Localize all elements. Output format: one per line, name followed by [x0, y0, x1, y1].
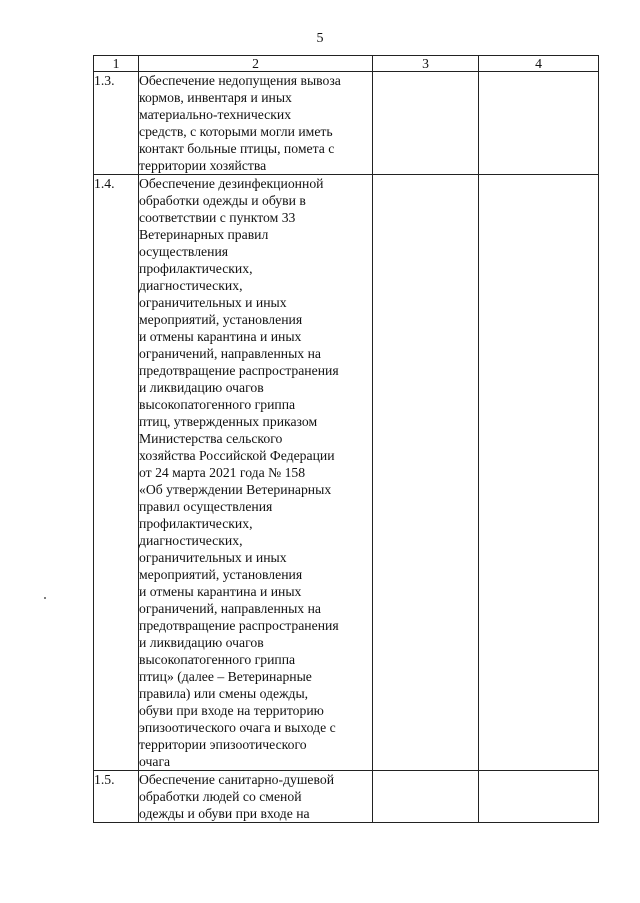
page-number: 5	[316, 31, 324, 46]
column-header-3: 3	[373, 56, 479, 72]
column-header-1: 1	[94, 56, 139, 72]
cell-column-3	[373, 771, 479, 823]
measure-description: Обеспечение дезинфекционной обработки одежды и обуви в соответствии с пунктом 33 Ветеринарных правил осуществления профилактических, диагностических, ограничительных и иных мероприятий, установления и отмены карантина и иных ограничений, направленных на предотвращение распространения и ликвидацию очагов высокопатогенного гриппа птиц, утвержденных приказом Министерства сельского хозяйства Российской Федерации от 24 марта 2021 года № 158 «Об утверждении Ветеринарных правил осуществления профилактических, диагностических, ограничительных и иных мероприятий, установления и отмены карантина и иных ограничений, направленных на предотвращение распространения и ликвидацию очагов высокопатогенного гриппа птиц» (далее – Ветеринарные правила) или смены одежды, обуви при входе на территорию эпизоотического очага и выходе с территории эпизоотического очага	[139, 175, 373, 771]
row-number: 1.5.	[94, 771, 139, 823]
row-number: 1.4.	[94, 175, 139, 771]
cell-column-4	[479, 72, 599, 175]
measure-description: Обеспечение санитарно-душевой обработки людей со сменой одежды и обуви при входе на	[139, 771, 373, 823]
row-number: 1.3.	[94, 72, 139, 175]
table-row	[94, 771, 599, 823]
measures-table	[93, 55, 599, 823]
cell-column-3	[373, 72, 479, 175]
scan-speck	[44, 597, 46, 599]
cell-column-3	[373, 175, 479, 771]
table-row	[94, 175, 599, 771]
cell-column-4	[479, 175, 599, 771]
measure-description: Обеспечение недопущения вывоза кормов, инвентаря и иных материально-технических средств, с которыми могли иметь контакт больные птицы, помета с территории хозяйства	[139, 72, 373, 175]
table-row	[94, 72, 599, 175]
cell-column-4	[479, 771, 599, 823]
column-header-4: 4	[479, 56, 599, 72]
table-header-row	[94, 56, 599, 72]
column-header-2: 2	[139, 56, 373, 72]
